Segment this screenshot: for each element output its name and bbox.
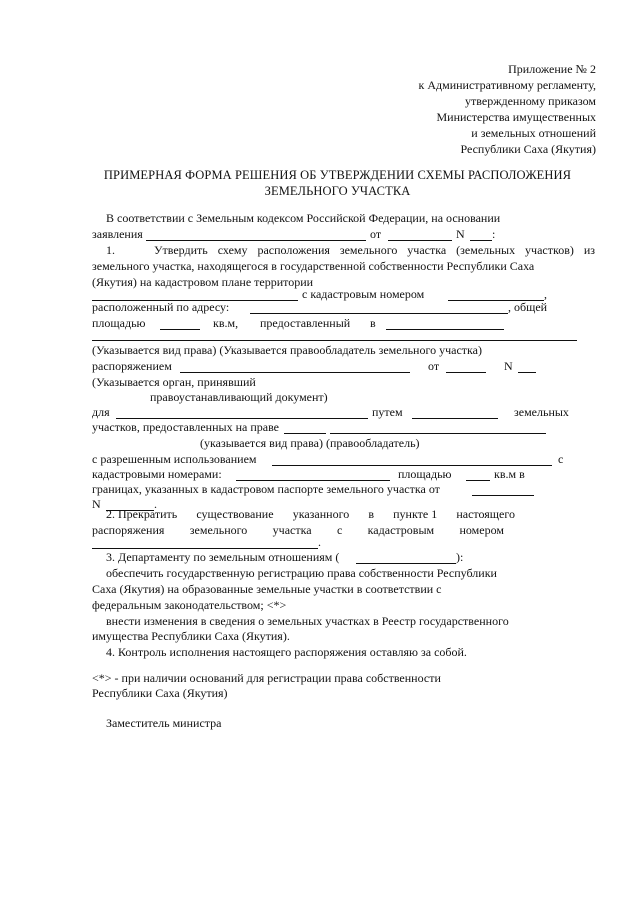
appendix-line: Приложение № 2 xyxy=(508,62,596,76)
order-field xyxy=(180,372,410,373)
colon: : xyxy=(492,227,496,241)
appendix-line: утвержденному приказом xyxy=(465,94,596,108)
p4-line: 4. Контроль исполнения настоящего распоряжения оставляю за собой. xyxy=(106,645,467,659)
right-field xyxy=(284,433,326,434)
application-number-field xyxy=(470,240,492,241)
p3-line-1: 3. Департаменту по земельным отношениям ( xyxy=(106,550,340,564)
application-date-field xyxy=(388,240,452,241)
label-zayavleniya: заявления xyxy=(92,227,143,241)
application-field xyxy=(146,240,366,241)
word: существование xyxy=(196,507,274,521)
label-kvmv: кв.м в xyxy=(494,467,525,481)
dot: . xyxy=(154,497,157,511)
word: пункте 1 xyxy=(393,507,438,521)
word: настоящего xyxy=(456,507,515,521)
appendix-line: и земельных отношений xyxy=(471,126,596,140)
label-provided: предоставленный xyxy=(260,316,351,330)
label-kvm: кв.м, xyxy=(213,316,239,330)
word: участков) xyxy=(525,243,574,257)
label-ot: от xyxy=(428,359,440,373)
p1-line-1 xyxy=(154,243,595,258)
organ-hint: (Указывается орган, принявший xyxy=(92,375,256,389)
address-field xyxy=(250,313,508,314)
p2-line-2 xyxy=(92,523,504,538)
label-dlya: для xyxy=(92,405,110,419)
word: участка xyxy=(407,243,447,257)
p3-line-5: внести изменения в сведения о земельных участках в Реестр государственного xyxy=(106,614,509,628)
department-field xyxy=(356,563,456,564)
appendix-line: Республики Саха (Якутия) xyxy=(460,142,596,156)
label-borders: границах, указанных в кадастровом паспорте земельного участка от xyxy=(92,482,440,496)
label-cadastral: с кадастровым номером xyxy=(302,287,425,301)
footnote-line: <*> - при наличии оснований для регистрации права собственности xyxy=(92,671,441,685)
label-s: с xyxy=(558,452,564,466)
purpose-field xyxy=(116,418,368,419)
label-general: , общей xyxy=(508,300,548,314)
word: схему xyxy=(217,243,248,257)
appendix-line: Министерства имущественных xyxy=(436,110,596,124)
label-zemelnyh: земельных xyxy=(514,405,569,419)
method-field xyxy=(412,418,498,419)
word: 2. Прекратить xyxy=(106,507,178,521)
word: расположения xyxy=(257,243,330,257)
cadastral-numbers-field xyxy=(236,480,390,481)
rights-holder-field xyxy=(92,340,577,341)
comma: , xyxy=(544,287,547,301)
area2-field xyxy=(466,480,490,481)
area-field xyxy=(160,329,200,330)
label-located: расположенный по адресу: xyxy=(92,300,230,314)
holder-field xyxy=(330,433,546,434)
word: Утвердить xyxy=(154,243,208,257)
p3-line-6: имущества Республики Саха (Якутия). xyxy=(92,629,290,643)
label-n-end: N xyxy=(92,497,101,511)
label-permitted: с разрешенным использованием xyxy=(92,452,257,466)
label-ot: от xyxy=(370,227,382,241)
passport-date-field xyxy=(472,495,534,496)
p1-number: 1. xyxy=(106,243,115,257)
label-n: N xyxy=(504,359,513,373)
rights-hint: (Указывается вид права) (Указывается правообладатель земельного участка) xyxy=(92,343,482,357)
word: номером xyxy=(459,523,504,537)
permitted-use-field xyxy=(272,465,552,466)
title-line: ЗЕМЕЛЬНОГО УЧАСТКА xyxy=(264,184,411,198)
order-date-field xyxy=(446,372,486,373)
word: (земельных xyxy=(456,243,516,257)
p2-line-1 xyxy=(106,507,515,522)
footnote-line: Республики Саха (Якутия) xyxy=(92,686,228,700)
intro-line: В соответствии с Земельным кодексом Российской Федерации, на основании xyxy=(106,211,501,225)
p3-line-3: Саха (Якутия) на образованные земельные участки в соответствии с xyxy=(92,582,442,596)
p3-line-1-end: ): xyxy=(456,550,464,564)
word: в xyxy=(368,507,374,521)
word: участка xyxy=(272,523,312,537)
label-n: N xyxy=(456,227,465,241)
p1-line-2: земельного участка, находящегося в государственной собственности Республики Саха xyxy=(92,259,535,273)
order-number-field xyxy=(518,372,536,373)
organ-hint: правоустанавливающий документ) xyxy=(150,390,328,404)
appendix-line: к Административному регламенту, xyxy=(418,78,596,92)
word: указанного xyxy=(292,507,350,521)
word: из xyxy=(583,243,595,257)
label-area: площадью xyxy=(92,316,146,330)
word: земельного xyxy=(339,243,398,257)
p3-line-2: обеспечить государственную регистрацию права собственности Республики xyxy=(106,566,497,580)
signature-title: Заместитель министра xyxy=(106,716,222,730)
p2-cadastral-field xyxy=(92,548,318,549)
word: земельного xyxy=(189,523,248,537)
word: с xyxy=(336,523,343,537)
label-uchastkov: участков, предоставленных на праве xyxy=(92,420,280,434)
p1-line-3: (Якутия) на кадастровом плане территории xyxy=(92,275,314,289)
label-cad-numbers: кадастровыми номерами: xyxy=(92,467,222,481)
title-line: ПРИМЕРНАЯ ФОРМА РЕШЕНИЯ ОБ УТВЕРЖДЕНИИ СХЕМЫ РАСПОЛОЖЕНИЯ xyxy=(103,168,572,182)
p3-line-4: федеральным законодательством; <*> xyxy=(92,598,287,612)
label-putem: путем xyxy=(372,405,403,419)
hint-right-holder: (указывается вид права) (правообладатель) xyxy=(200,436,420,450)
label-order: распоряжением xyxy=(92,359,172,373)
word: кадастровым xyxy=(367,523,435,537)
label-v: в xyxy=(370,316,376,330)
right-type-field xyxy=(386,329,504,330)
word: распоряжения xyxy=(92,523,165,537)
label-area2: площадью xyxy=(398,467,452,481)
dot: . xyxy=(318,535,321,549)
